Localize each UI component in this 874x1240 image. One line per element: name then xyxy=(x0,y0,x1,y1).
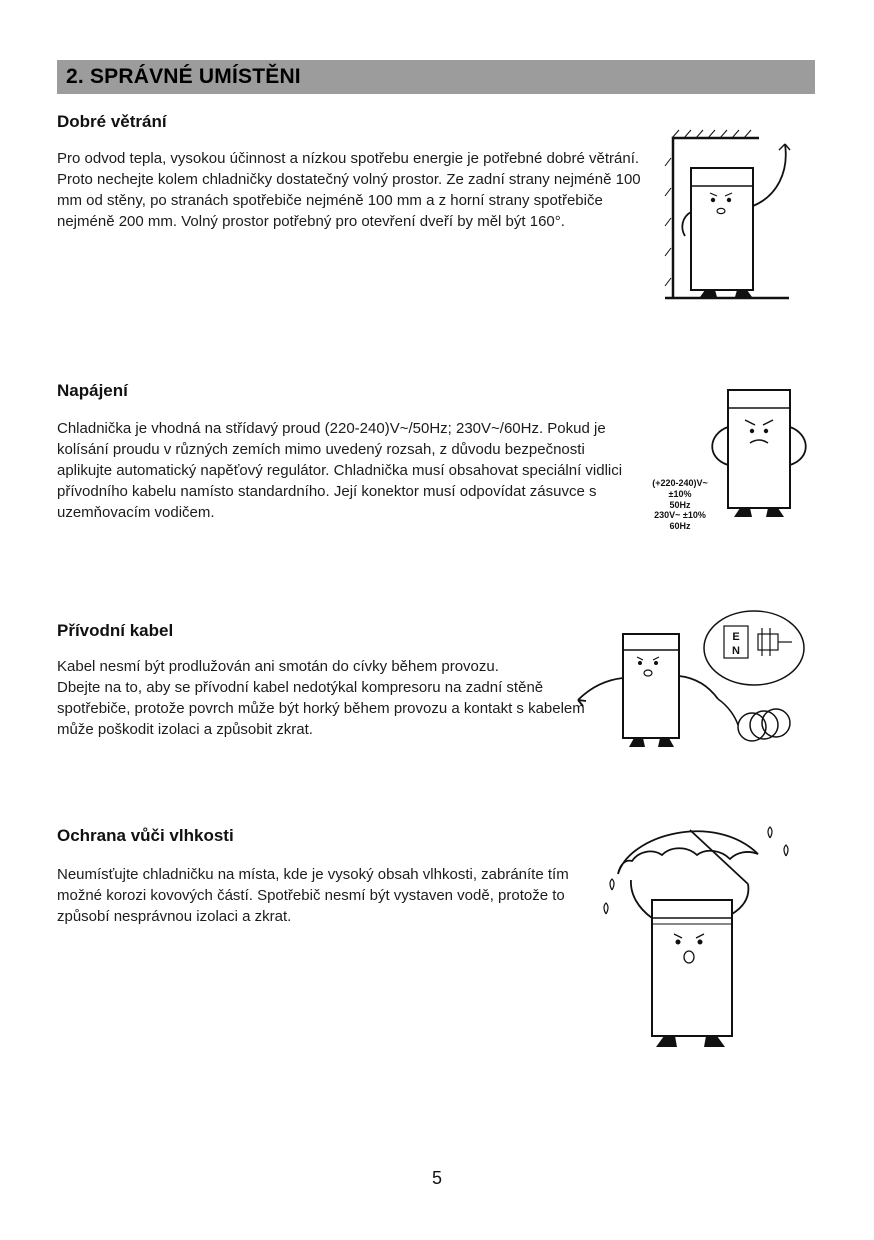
fridge-cable-illustration xyxy=(568,606,808,771)
paragraph-moisture: Neumísťujte chladničku na místa, kde je vysoký obsah vlhkosti, zabráníte tím možné korozi kovových částí. Spotřebič nesmí být vystaven vodě, protože to způsobí nesprávnou izolaci a zkrat. xyxy=(57,866,569,925)
voltage-line-5: 60Hz xyxy=(669,521,691,532)
page-number: 5 xyxy=(431,1168,442,1188)
voltage-line-3: 50Hz xyxy=(669,499,691,510)
socket-label-e: E xyxy=(732,631,740,643)
fridge-moisture-illustration xyxy=(600,822,800,1062)
section-header-bar xyxy=(57,60,815,94)
paragraph-cable xyxy=(57,656,585,740)
heading-cable: Přívodní kabel xyxy=(57,621,174,640)
heading-ventilation: Dobré větrání xyxy=(57,112,167,131)
fridge-ventilation-illustration xyxy=(663,128,805,310)
paragraph-power: Chladnička je vhodná na střídavý proud (220-240)V~/50Hz; 230V~/60Hz. Pokud je kolísání proudu v různých zemích mimo uvedený rozsah, z důvodu bezpečnosti aplikujte automatický napěťový regulátor. Chladnička musí obsahovat speciální vidlici přívodního kabelu namísto standardního. Její konektor musí odpovídat zásuvce s uzemňovacím vodičem. xyxy=(57,420,623,521)
paragraph-ventilation: Pro odvod tepla, vysokou účinnost a nízkou spotřebu energie je potřebné dobré větrání. Proto nechejte kolem chladničky dostatečný volný prostor. Ze zadní strany nejméně 100 mm od stěny, po stranách spotřebiče nejméně 100 mm a z horní strany spotřebiče nejméně 200 mm. Volný prostor potřebný pro otevření dveří by měl být 160°. xyxy=(57,150,641,230)
fridge-with-cable-drawing xyxy=(568,606,808,771)
socket-label-n: N xyxy=(732,645,740,657)
voltage-line-4: 230V~ ±10% xyxy=(654,510,706,521)
fridge-with-umbrella-drawing xyxy=(600,822,800,1062)
heading-moisture: Ochrana vůči vlhkosti xyxy=(57,826,234,845)
voltage-rating-label xyxy=(641,478,719,532)
paragraph-cable-line-2: Dbejte na to, aby se přívodní kabel nedotýkal kompresoru na zadní stěně spotřebiče, protože povrch může být horký během provozu a kontakt s kabelem může poškodit izolaci a způsobit zkrat. xyxy=(57,679,585,738)
page-title: 2. SPRÁVNÉ UMÍSTĚNI xyxy=(66,65,301,88)
heading-power: Napájení xyxy=(57,381,128,400)
voltage-line-2: ±10% xyxy=(668,488,692,499)
voltage-line-1: (+220-240)V~ xyxy=(652,478,708,488)
paragraph-cable-line-1: Kabel nesmí být prodlužován ani smotán do cívky během provozu. xyxy=(57,658,499,675)
fridge-near-wall-drawing xyxy=(663,128,805,310)
